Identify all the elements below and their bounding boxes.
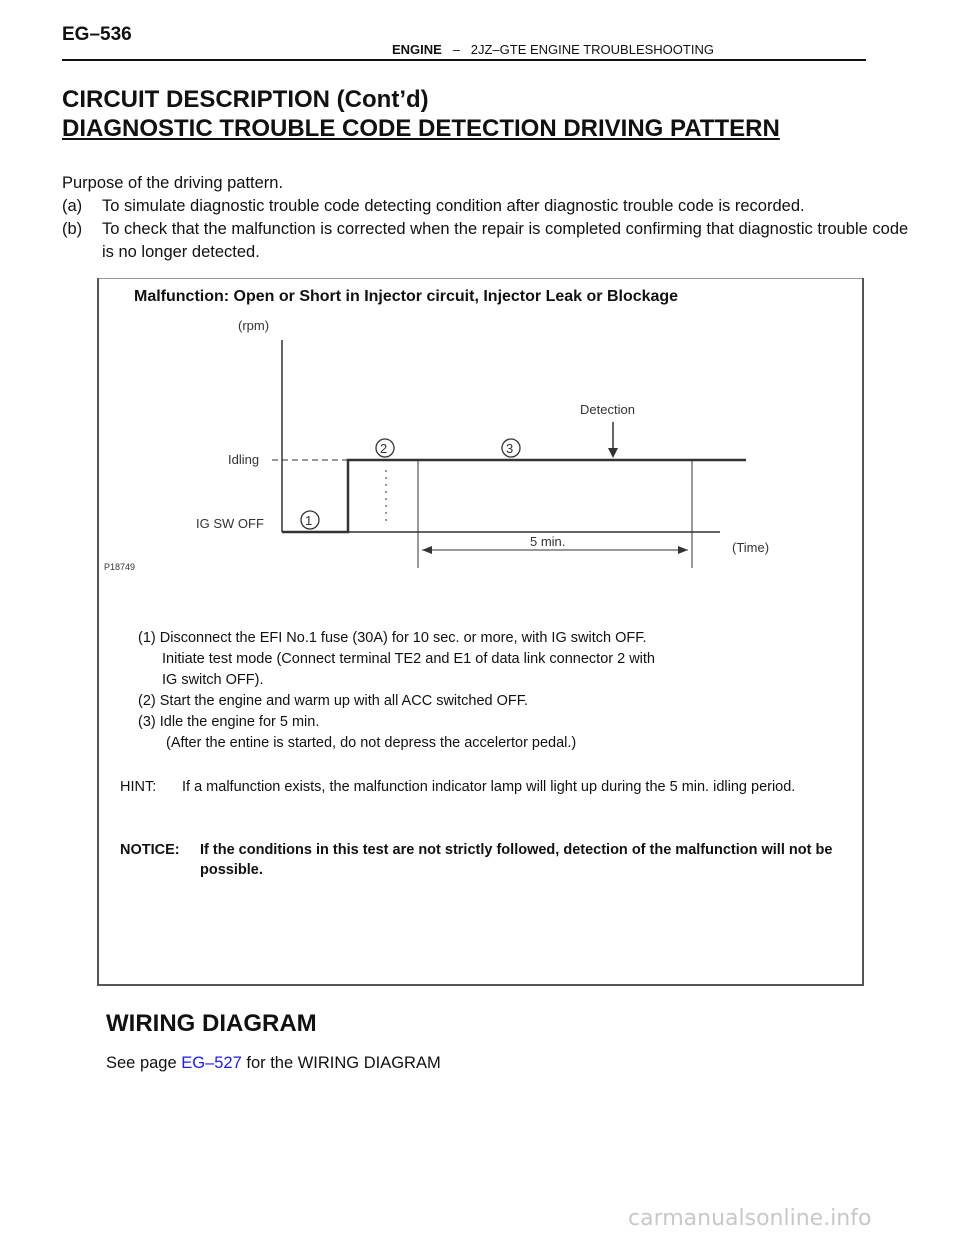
- x-unit-label: (Time): [732, 540, 770, 555]
- malfunction-title: Malfunction: Open or Short in Injector circuit, Injector Leak or Blockage: [134, 288, 679, 305]
- purpose-item-label: (a): [62, 197, 83, 215]
- page-title: CIRCUIT DESCRIPTION (Cont’d): [62, 86, 429, 113]
- header-section: ENGINE: [392, 42, 442, 57]
- marker-3: 3: [506, 441, 514, 456]
- wiring-reference: [106, 1054, 441, 1073]
- detection-arrowhead: [608, 448, 618, 458]
- hint-text: If a malfunction exists, the malfunction indicator lamp will light up during the 5 min. idling period.: [182, 779, 796, 795]
- page-number: EG–536: [62, 24, 132, 45]
- step-line: (1) Disconnect the EFI No.1 fuse (30A) for 10 sec. or more, with IG switch OFF.: [138, 630, 647, 646]
- step-line: IG switch OFF).: [162, 672, 264, 688]
- purpose-intro: Purpose of the driving pattern.: [62, 174, 284, 192]
- section-title: DIAGNOSTIC TROUBLE CODE DETECTION DRIVING PATTERN: [62, 115, 780, 142]
- purpose-item: [62, 195, 912, 218]
- purpose-item: [62, 218, 912, 264]
- driving-pattern-diagram: [100, 310, 800, 580]
- step-line: (After the entine is started, do not depress the accelertor pedal.): [166, 735, 577, 751]
- test-steps: [138, 628, 838, 754]
- detection-label: Detection: [580, 402, 635, 417]
- wiring-suffix: for the WIRING DIAGRAM: [241, 1054, 441, 1072]
- purpose-item-text: To simulate diagnostic trouble code detecting condition after diagnostic trouble code is recorded.: [102, 197, 805, 215]
- notice-text: If the conditions in this test are not strictly followed, detection of the malfunction will not be possible.: [200, 842, 833, 878]
- running-header: [392, 42, 714, 57]
- hint-block: [120, 777, 820, 798]
- header-separator: –: [452, 42, 460, 57]
- wiring-diagram-title: WIRING DIAGRAM: [106, 1010, 317, 1037]
- purpose-block: [62, 172, 912, 264]
- duration-arrowhead-left: [422, 546, 432, 554]
- wiring-prefix: See page: [106, 1054, 182, 1072]
- rpm-trace: [282, 460, 746, 532]
- marker-2: 2: [380, 441, 388, 456]
- purpose-item-label: (b): [62, 220, 83, 238]
- watermark: carmanualsonline.info: [628, 1206, 872, 1231]
- step-line: (2) Start the engine and warm up with all ACC switched OFF.: [138, 693, 529, 709]
- wiring-page-link[interactable]: EG–527: [181, 1054, 242, 1072]
- notice-label: NOTICE:: [120, 842, 180, 858]
- duration-label: 5 min.: [530, 534, 566, 549]
- header-subsection: 2JZ–GTE ENGINE TROUBLESHOOTING: [470, 42, 714, 57]
- header-rule: [62, 59, 866, 61]
- step-line: Initiate test mode (Connect terminal TE2 and E1 of data link connector 2 with: [162, 651, 655, 667]
- hint-label: HINT:: [120, 779, 157, 795]
- duration-arrowhead-right: [678, 546, 688, 554]
- ig-sw-off-label: IG SW OFF: [196, 516, 264, 531]
- step-line: (3) Idle the engine for 5 min.: [138, 714, 320, 730]
- marker-1: 1: [305, 513, 313, 528]
- y-unit-label: (rpm): [238, 318, 270, 333]
- purpose-item-text: To check that the malfunction is corrected when the repair is completed confirming that diagnostic trouble code is no longer detected.: [102, 220, 909, 261]
- figure-id: P18749: [104, 562, 136, 572]
- notice-block: [120, 840, 840, 880]
- idling-label: Idling: [228, 452, 260, 467]
